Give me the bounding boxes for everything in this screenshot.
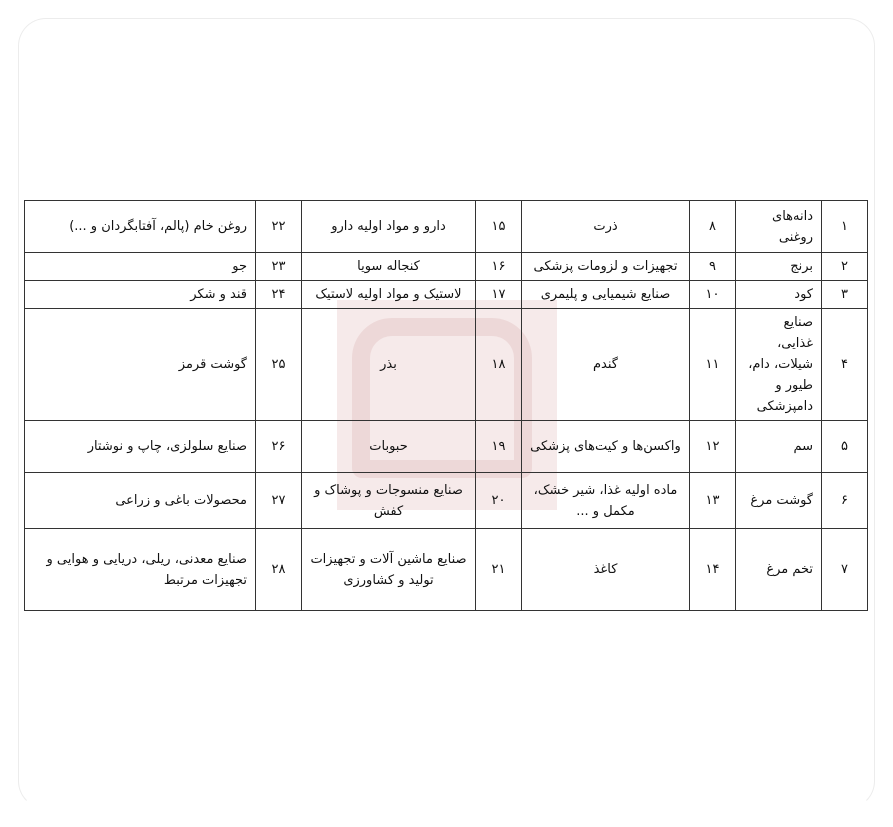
- item-number: ۱۲: [690, 421, 736, 473]
- table-row: [25, 529, 868, 611]
- item-number: ۴: [822, 309, 868, 421]
- item-name: لاستیک و مواد اولیه لاستیک: [302, 281, 476, 309]
- item-name: صنایع معدنی، ریلی، دریایی و هوایی و تجهیزات مرتبط: [25, 529, 256, 611]
- item-number: ۲۲: [256, 201, 302, 253]
- item-name: واکسن‌ها و کیت‌های پزشکی: [522, 421, 690, 473]
- table-row: [25, 201, 868, 253]
- item-name: کود: [736, 281, 822, 309]
- item-name: برنج: [736, 253, 822, 281]
- item-number: ۱۹: [476, 421, 522, 473]
- item-number: ۲۷: [256, 473, 302, 529]
- item-name: محصولات باغی و زراعی: [25, 473, 256, 529]
- item-number: ۲۰: [476, 473, 522, 529]
- item-number: ۲: [822, 253, 868, 281]
- item-number: ۲۶: [256, 421, 302, 473]
- item-name: روغن خام (پالم، آفتابگردان و ...): [25, 201, 256, 253]
- item-number: ۳: [822, 281, 868, 309]
- item-name: دانه‌های روغنی: [736, 201, 822, 253]
- item-number: ۸: [690, 201, 736, 253]
- item-number: ۲۸: [256, 529, 302, 611]
- item-number: ۶: [822, 473, 868, 529]
- commodity-table: [24, 200, 868, 611]
- item-number: ۱۶: [476, 253, 522, 281]
- item-name: صنایع ماشین آلات و تجهیزات تولید و کشاورزی: [302, 529, 476, 611]
- item-name: صنایع منسوجات و پوشاک و کفش: [302, 473, 476, 529]
- item-name: کاغذ: [522, 529, 690, 611]
- item-number: ۱۸: [476, 309, 522, 421]
- item-number: ۱: [822, 201, 868, 253]
- item-number: ۱۵: [476, 201, 522, 253]
- item-number: ۷: [822, 529, 868, 611]
- item-name: ذرت: [522, 201, 690, 253]
- table-row: [25, 253, 868, 281]
- item-name: گوشت قرمز: [25, 309, 256, 421]
- item-number: ۱۳: [690, 473, 736, 529]
- table-row: [25, 473, 868, 529]
- item-number: ۵: [822, 421, 868, 473]
- table-row: [25, 421, 868, 473]
- item-number: ۲۳: [256, 253, 302, 281]
- item-name: تجهیزات و لزومات پزشکی: [522, 253, 690, 281]
- item-number: ۱۰: [690, 281, 736, 309]
- item-number: ۱۷: [476, 281, 522, 309]
- item-name: قند و شکر: [25, 281, 256, 309]
- table-row: [25, 309, 868, 421]
- item-name: صنایع شیمیایی و پلیمری: [522, 281, 690, 309]
- item-number: ۲۵: [256, 309, 302, 421]
- item-name: جو: [25, 253, 256, 281]
- item-name: ماده اولیه غذا، شیر خشک، مکمل و ...: [522, 473, 690, 529]
- item-name: حبوبات: [302, 421, 476, 473]
- item-name: گوشت مرغ: [736, 473, 822, 529]
- item-name: سم: [736, 421, 822, 473]
- item-number: ۱۱: [690, 309, 736, 421]
- item-name: گندم: [522, 309, 690, 421]
- item-number: ۲۴: [256, 281, 302, 309]
- item-name: کنجاله سویا: [302, 253, 476, 281]
- item-name: صنایع غذایی، شیلات، دام، طیور و دامپزشکی: [736, 309, 822, 421]
- item-name: تخم مرغ: [736, 529, 822, 611]
- table-row: [25, 281, 868, 309]
- item-number: ۲۱: [476, 529, 522, 611]
- item-name: بذر: [302, 309, 476, 421]
- item-number: ۱۴: [690, 529, 736, 611]
- item-name: صنایع سلولزی، چاپ و نوشتار: [25, 421, 256, 473]
- item-number: ۹: [690, 253, 736, 281]
- item-name: دارو و مواد اولیه دارو: [302, 201, 476, 253]
